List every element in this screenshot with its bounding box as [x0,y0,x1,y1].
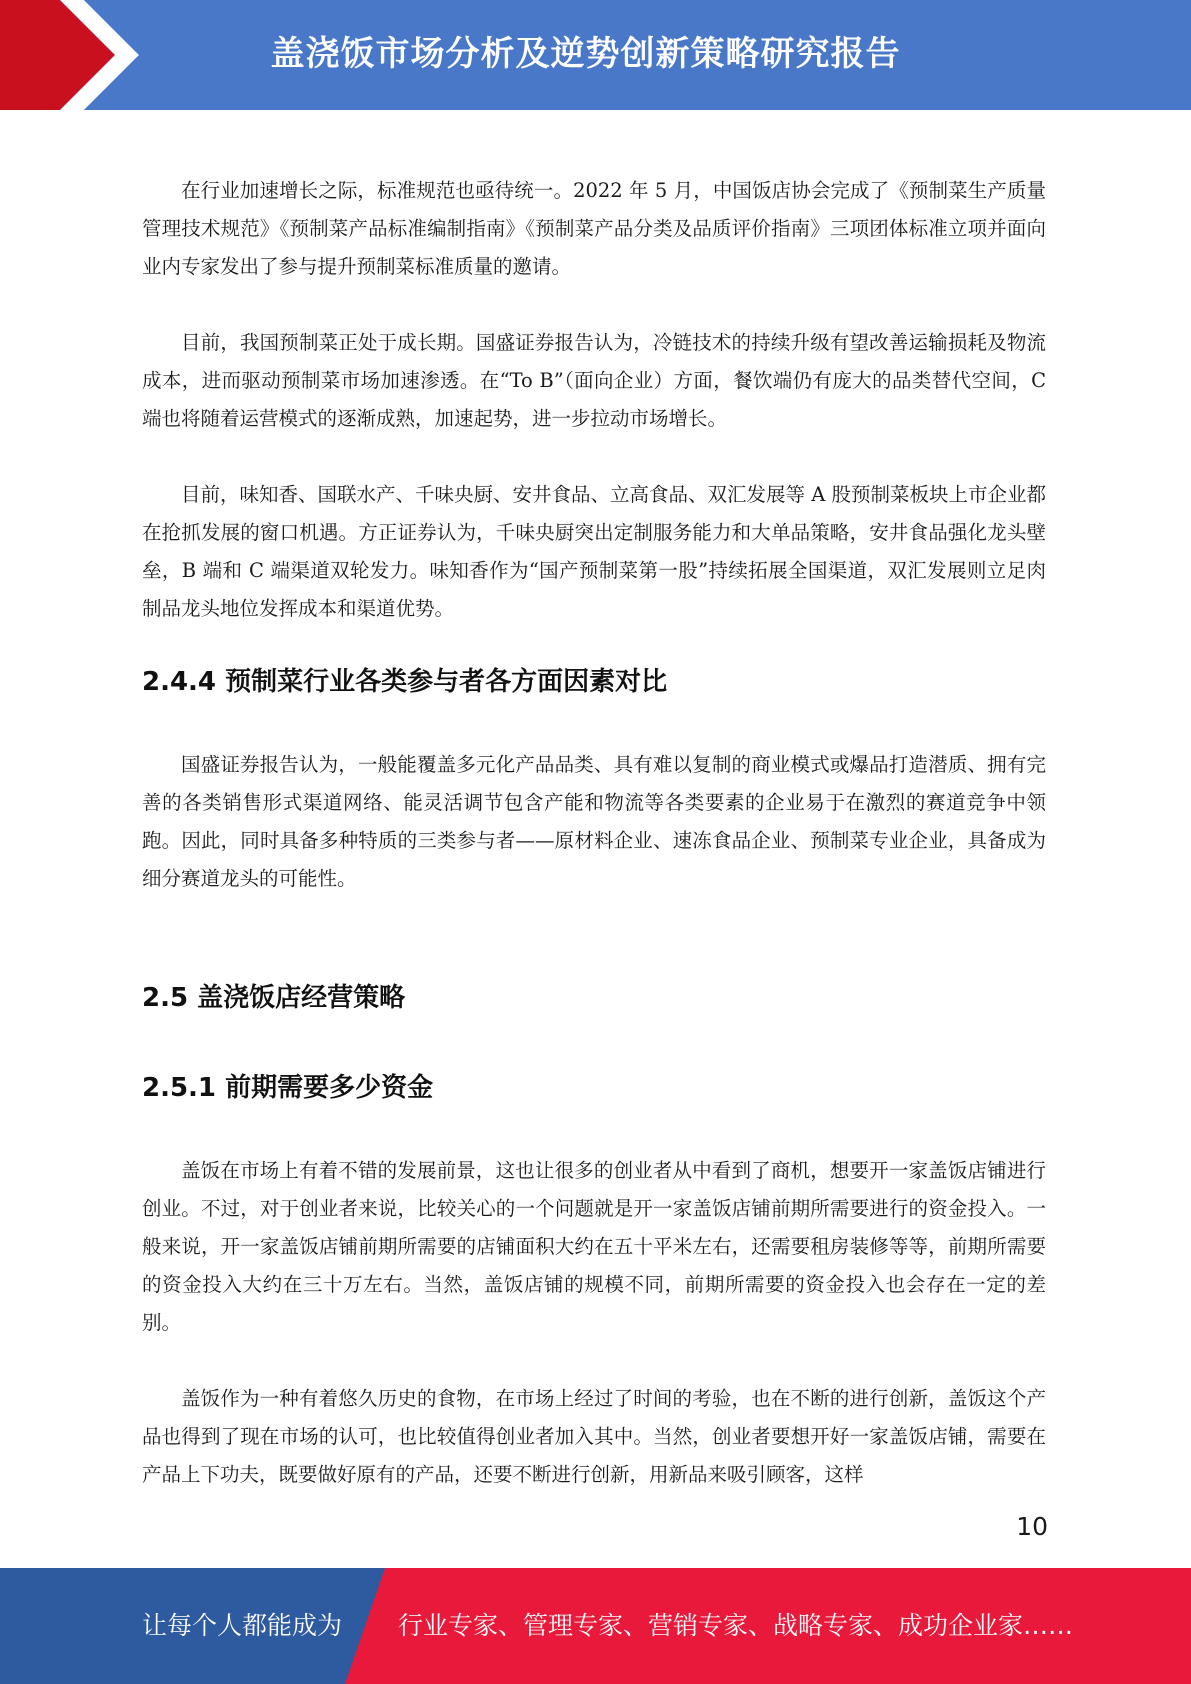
section-heading-2-5: 2.5 盖浇饭店经营策略 [142,983,406,1013]
footer-slogan-right: 行业专家、管理专家、营销专家、战略专家、成功企业家…… [398,1611,1074,1640]
paragraph-growth-stage: 目前，我国预制菜正处于成长期。国盛证券报告认为，冷链技术的持续升级有望改善运输损耗及物流成本，进而驱动预制菜市场加速渗透。在“To B”（面向企业）方面，餐饮端仍有庞大的品类替代空间，C 端也将随着运营模式的逐渐成熟，加速起势，进一步拉动市场增长。 [142,331,1046,430]
paragraph-participants: 国盛证券报告认为，一般能覆盖多元化产品品类、具有难以复制的商业模式或爆品打造潜质、拥有完善的各类销售形式渠道网络、能灵活调节包含产能和物流等各类要素的企业易于在激烈的赛道竞争中领跑。因此，同时具备多种特质的三类参与者——原材料企业、速冻食品企业、预制菜专业企业，具备成为细分赛道龙头的可能性。 [142,753,1046,890]
page-footer [0,1568,1191,1684]
paragraph-product-innovation: 盖饭作为一种有着悠久历史的食物，在市场上经过了时间的考验，也在不断的进行创新，盖饭这个产品也得到了现在市场的认可，也比较值得创业者加入其中。当然，创业者要想开好一家盖饭店铺，需要在产品上下功夫，既要做好原有的产品，还要不断进行创新，用新品来吸引顾客，这样 [142,1387,1046,1486]
footer-slogan-left: 让每个人都能成为 [142,1611,343,1640]
paragraph-initial-capital: 盖饭在市场上有着不错的发展前景，这也让很多的创业者从中看到了商机，想要开一家盖饭店铺进行创业。不过，对于创业者来说，比较关心的一个问题就是开一家盖饭店铺前期所需要进行的资金投入。一般来说，开一家盖饭店铺前期所需要的店铺面积大约在五十平米左右，还需要租房装修等等，前期所需要的资金投入大约在三十万左右。当然，盖饭店铺的规模不同，前期所需要的资金投入也会存在一定的差别。 [142,1159,1046,1334]
paragraph-standards: 在行业加速增长之际，标准规范也亟待统一。2022 年 5 月，中国饭店协会完成了《预制菜生产质量管理技术规范》《预制菜产品标准编制指南》《预制菜产品分类及品质评价指南》三项团体标准立项并面向业内专家发出了参与提升预制菜标准质量的邀请。 [142,179,1046,278]
header-title: 盖浇饭市场分析及逆势创新策略研究报告 [270,34,901,74]
paragraph-listed-companies: 目前，味知香、国联水产、千味央厨、安井食品、立高食品、双汇发展等 A 股预制菜板块上市企业都在抢抓发展的窗口机遇。方正证券认为，千味央厨突出定制服务能力和大单品策略，安井食品强化龙头壁垒，B 端和 C 端渠道双轮发力。味知香作为“国产预制菜第一股”持续拓展全国渠道，双汇发展则立足肉制品龙头地位发挥成本和渠道优势。 [142,483,1046,620]
page-number: 10 [1016,1512,1048,1541]
page-header [0,0,1191,110]
section-heading-2-4-4: 2.4.4 预制菜行业各类参与者各方面因素对比 [142,667,668,697]
section-heading-2-5-1: 2.5.1 前期需要多少资金 [142,1073,434,1103]
header-arrow-decoration [0,0,150,110]
